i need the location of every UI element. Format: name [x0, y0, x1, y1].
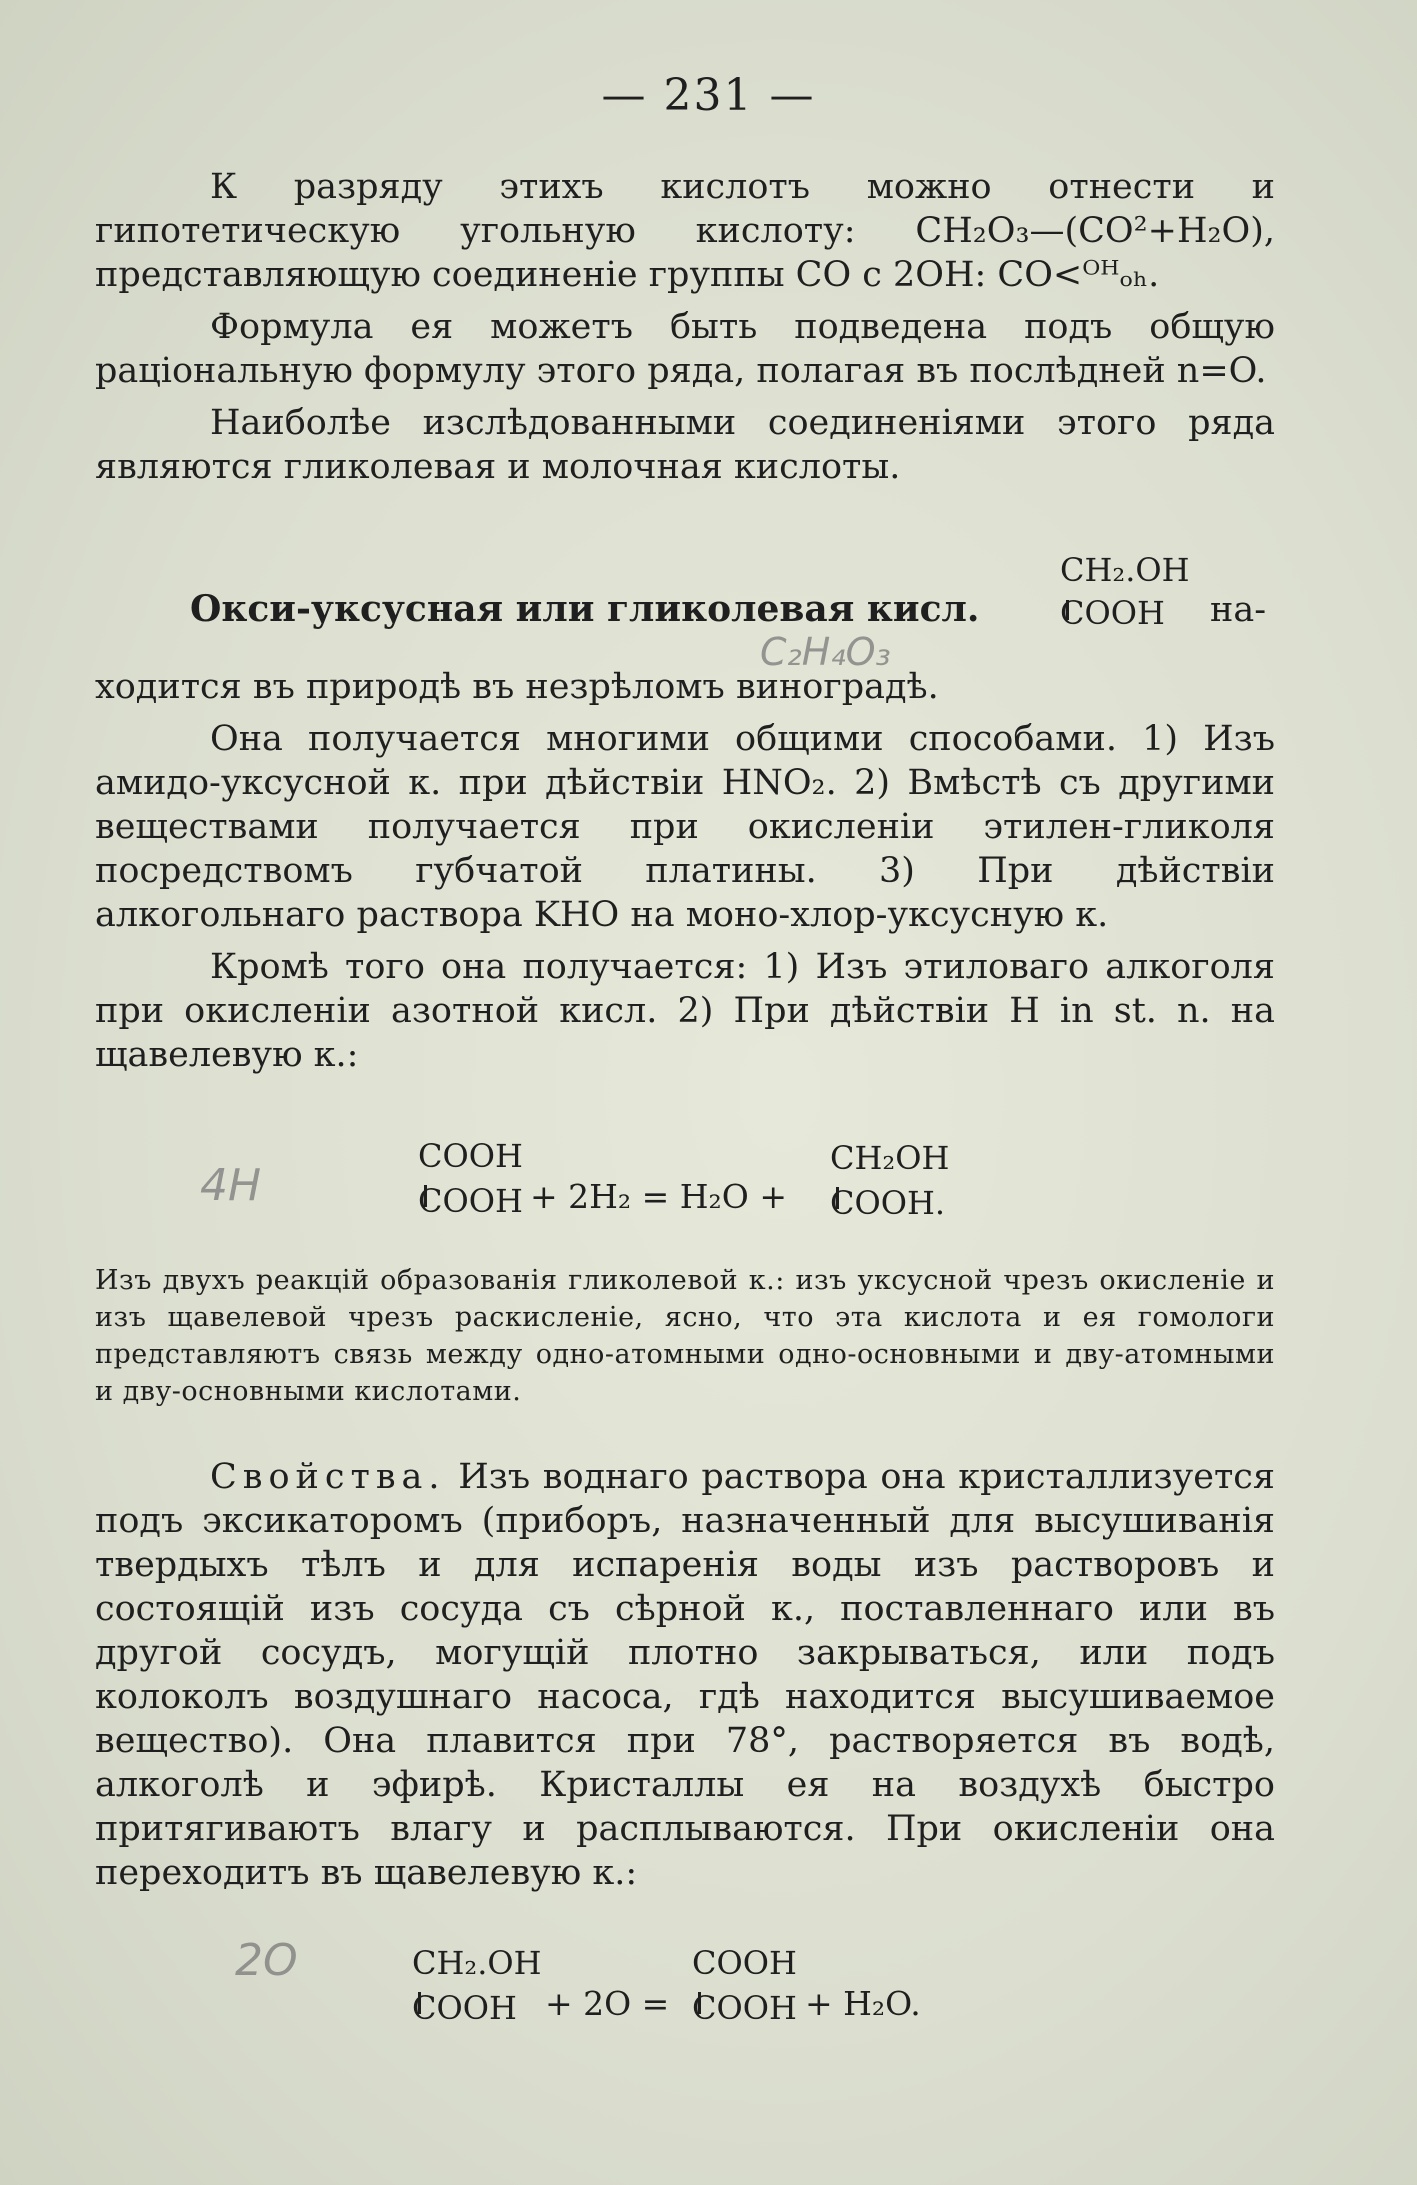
body-text-bottom — [95, 1455, 1275, 1903]
page-number: — 231 — — [601, 70, 816, 121]
heading-text: Окси-уксусная или гликолевая кисл. — [190, 588, 980, 630]
reaction2-left-top: CH₂.OH — [412, 1944, 542, 1982]
reaction2-left — [412, 1945, 542, 2027]
small-print-note: Изъ двухъ реакцій образованія гликолевой к.: изъ уксусной чрезъ окисленіе и изъ щавелевой чрезъ раскисленіе, ясно, что эта кислота и ея гомологи представляютъ связь между одно-атомными одно-основными и дву-атомными и дву-основными кислотами. — [95, 1265, 1275, 1407]
reaction1-right-top: CH₂OH — [830, 1139, 950, 1177]
heading-formula — [1060, 552, 1190, 632]
section-heading — [190, 588, 979, 630]
reaction2-tail: + H₂O. — [805, 1984, 921, 2023]
reaction2-right-bottom: COOH — [692, 1989, 797, 2027]
body-text-top — [95, 165, 1275, 497]
reaction1-left-bottom: COOH — [418, 1182, 523, 1220]
properties-text: Изъ воднаго раствора она кристаллизуется подъ эксикаторомъ (приборъ, назначенный для высушиванія твердыхъ тѣлъ и для испаренія воды изъ растворовъ и состоящій изъ сосуда съ сѣрной к., поставленнаго или въ другой сосудъ, могущій плотно закрываться, или подъ колоколъ воздушнаго насоса, гдѣ находится высушиваемое вещество). Она плавится при 78°, растворяется въ водѣ, алкоголѣ и эфирѣ. Кристаллы ея на воздухѣ быстро притягиваютъ влагу и расплываются. При окисленіи она переходитъ въ щавелевую к.: — [95, 1457, 1275, 1893]
reaction2-right — [692, 1945, 797, 2027]
handwritten-note-2o: 2O — [235, 1935, 298, 1986]
paragraph-carbonic-acid: К разряду этихъ кислотъ можно отнести и гипотетическую угольную кислоту: CH₂O₃—(CO²+H₂O), представляющую соединеніе группы CO с 2OH: CO<ᴼᴴₒₕ. — [95, 167, 1275, 295]
handwritten-note-formula: C₂H₄O₃ — [760, 630, 891, 674]
reaction1-right-bottom: COOH. — [830, 1184, 946, 1222]
paragraph-methods: Она получается многими общими способами. 1) Изъ амидо-уксусной к. при дѣйствіи HNO₂. 2) Вмѣстѣ съ другими веществами получается при окисленіи этилен-гликоля посредствомъ губчатой платины. 3) При дѣйствіи алкогольнаго раствора KHO на моно-хлор-уксусную к. — [95, 719, 1275, 935]
reaction1-middle: + 2H₂ = H₂O + — [530, 1177, 787, 1216]
paragraph-formula: Формула ея можетъ быть подведена подъ общую раціональную формулу этого ряда, полагая въ послѣдней n=O. — [95, 307, 1275, 391]
paragraph-found: ходится въ природѣ въ незрѣломъ виноградѣ. — [95, 667, 939, 707]
reaction1-left — [418, 1138, 523, 1220]
paragraph-other-methods: Кромѣ того она получается: 1) Изъ этиловаго алкоголя при окисленіи азотной кисл. 2) При дѣйствіи H in st. n. на щавелевую к.: — [95, 947, 1275, 1075]
reaction1-left-top: COOH — [418, 1137, 523, 1175]
reaction2-middle: + 2O = — [545, 1984, 670, 2023]
reaction2-left-bottom: COOH — [412, 1989, 517, 2027]
paragraph-properties — [95, 1455, 1275, 1895]
properties-label: Свойства. — [210, 1457, 446, 1497]
handwritten-note-4h: 4H — [200, 1160, 262, 1211]
paragraph-studied-compounds: Наиболѣе изслѣдованными соединеніями этого ряда являются гликолевая и молочная кислоты. — [95, 403, 1275, 487]
body-text-middle — [95, 665, 1275, 1085]
heading-continuation: на- — [1210, 590, 1267, 630]
reaction1-right — [830, 1140, 949, 1222]
formula-bottom: COOH — [1060, 594, 1165, 632]
reaction2-right-top: COOH — [692, 1944, 797, 1982]
formula-top: CH₂.OH — [1060, 551, 1190, 589]
